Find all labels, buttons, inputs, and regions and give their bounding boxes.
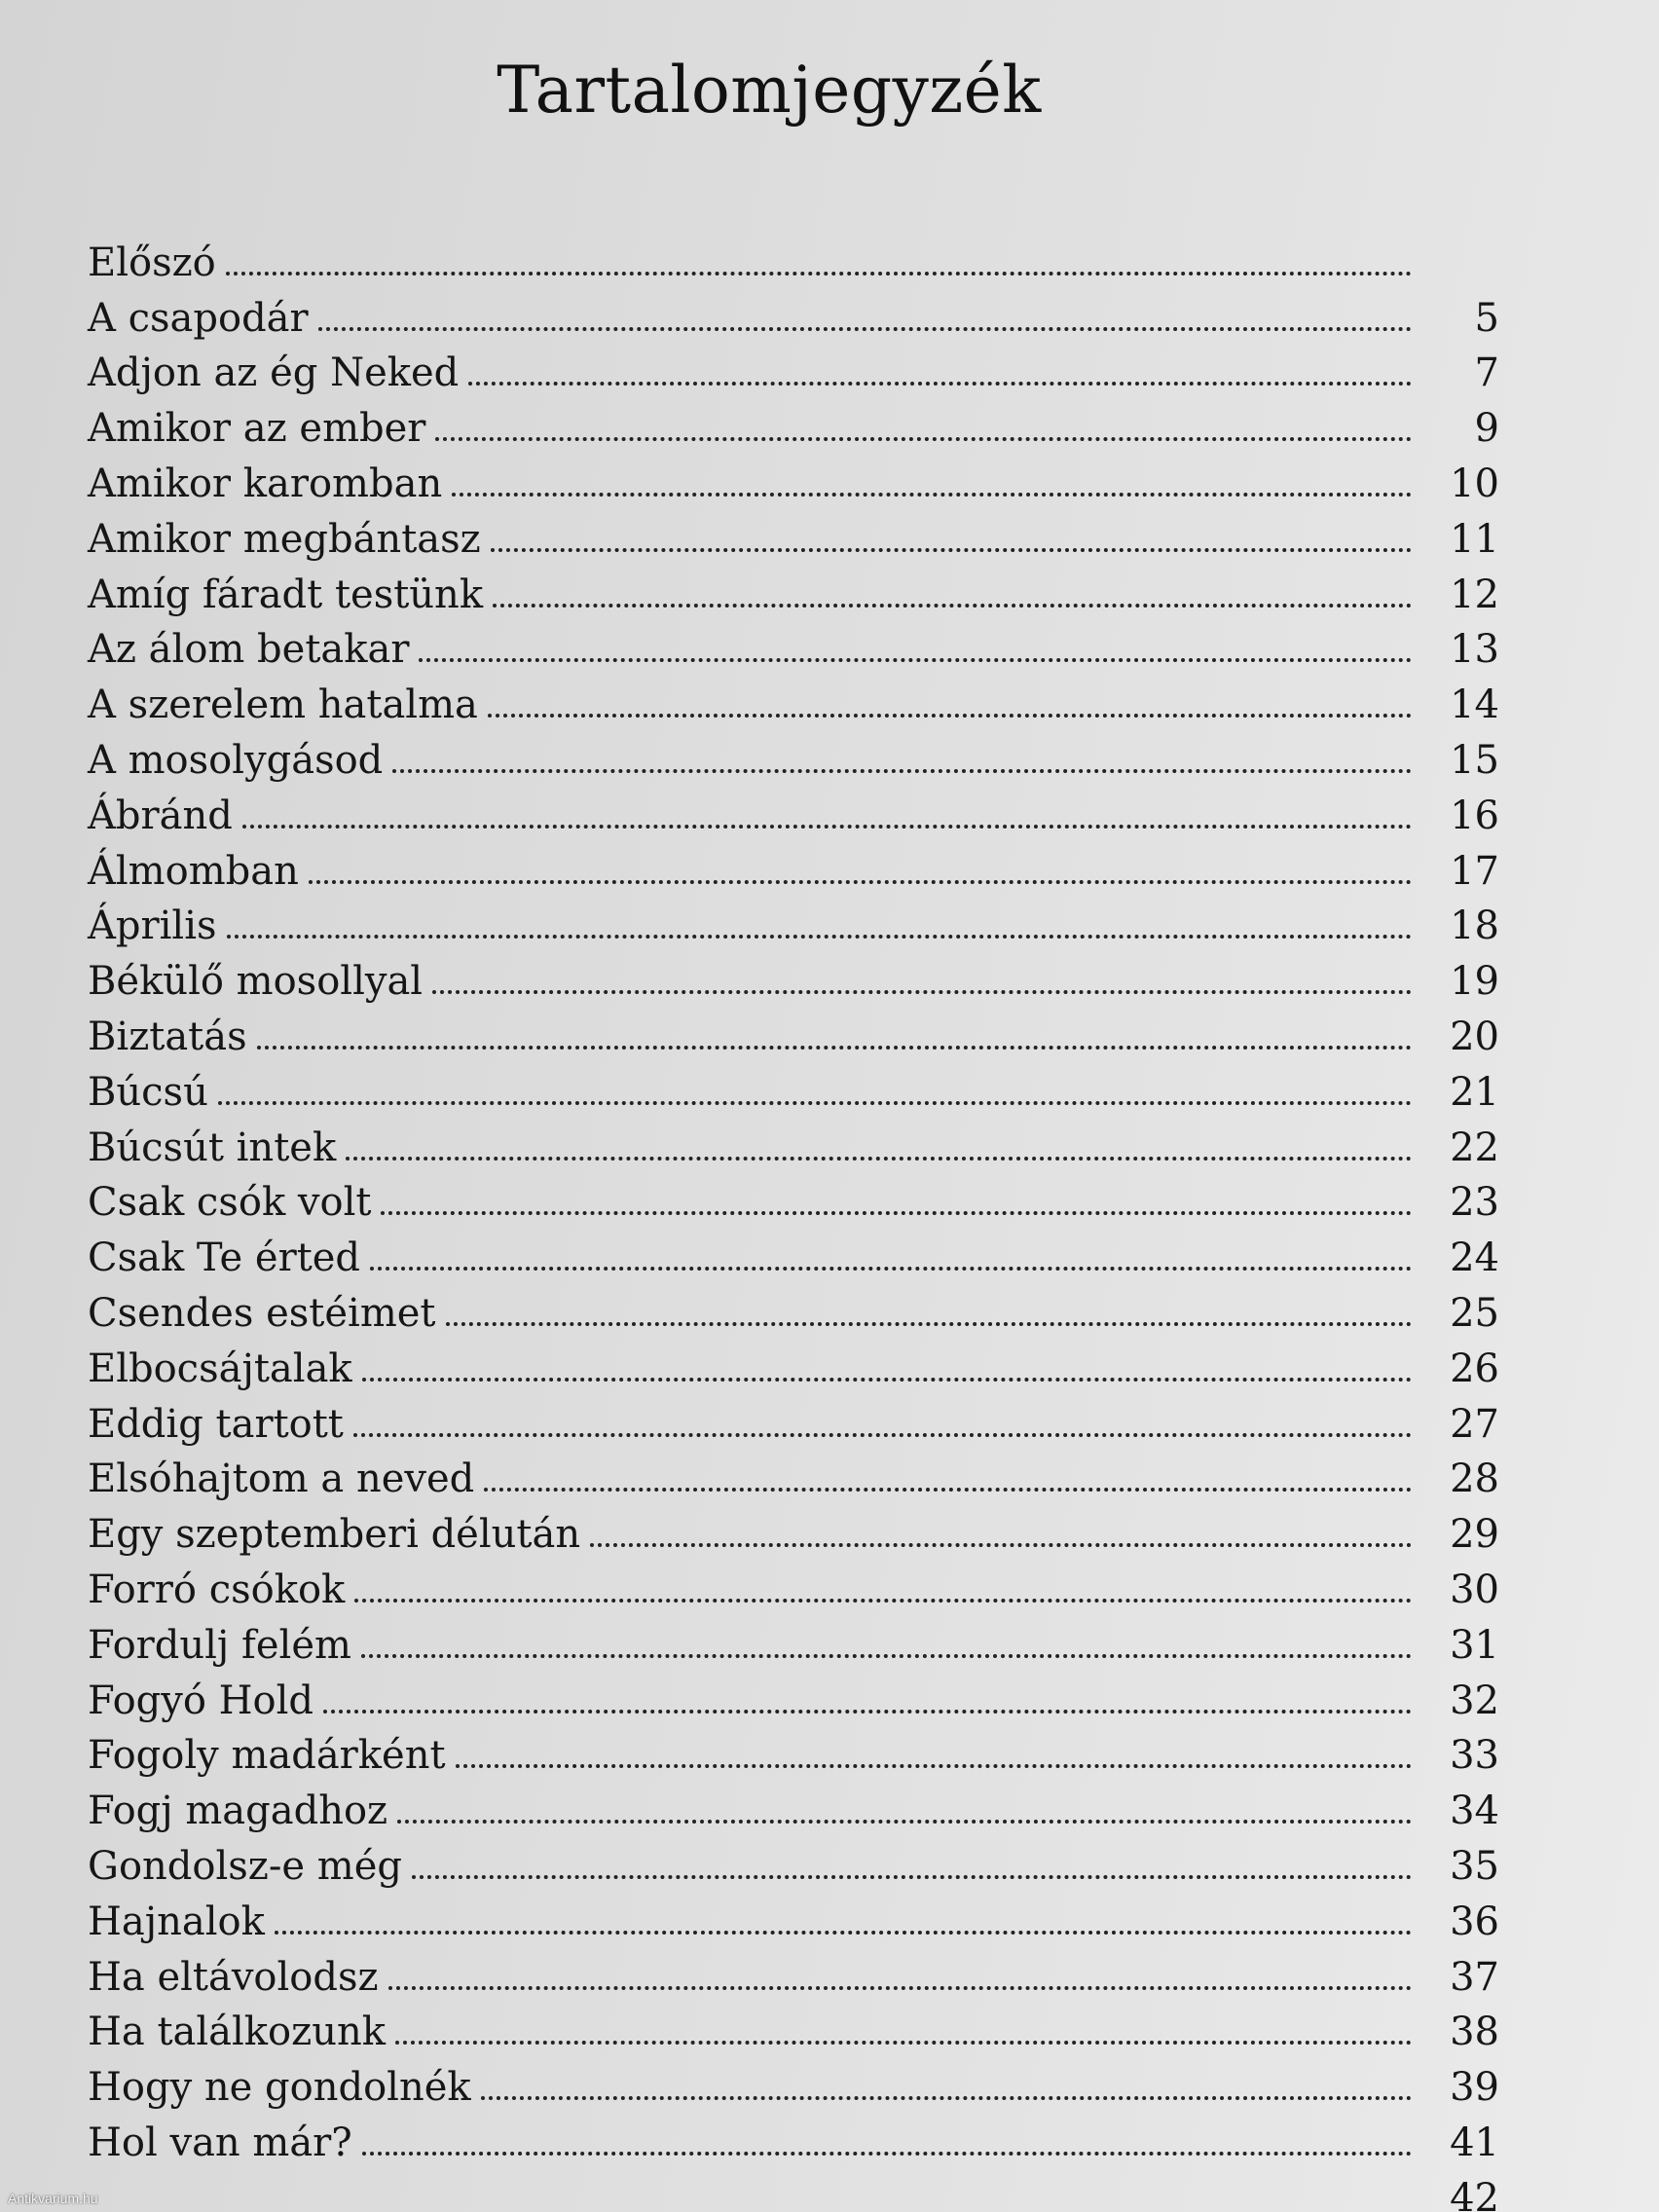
dot-leader [323, 1710, 1412, 1714]
dot-leader [361, 1654, 1412, 1658]
toc-entry-page: 28 [1450, 1456, 1499, 1502]
toc-entry [88, 1612, 1499, 1668]
toc-entry-title: Fogyó Hold [88, 1677, 314, 1723]
dot-leader [395, 2041, 1412, 2045]
toc-entry-page: 7 [1474, 350, 1499, 396]
toc-entry-page: 12 [1450, 571, 1499, 617]
toc-entry [88, 1668, 1499, 1723]
toc-entry [88, 1833, 1499, 1889]
watermark: Antikvarium.hu [8, 2191, 98, 2206]
toc-entry [88, 395, 1499, 451]
toc-entry [88, 230, 1499, 285]
toc-entry [88, 948, 1499, 1004]
toc-entry-title: Az álom betakar [88, 627, 410, 673]
toc-entry [88, 1778, 1499, 1833]
toc-entry [88, 2110, 1499, 2165]
toc-entry [88, 1115, 1499, 1170]
toc-entry [88, 1280, 1499, 1336]
toc-entry-title: Ábránd [88, 793, 233, 838]
toc-entry [88, 838, 1499, 894]
dot-leader [452, 493, 1412, 497]
toc-entry-title: Április [88, 903, 217, 949]
toc-entry-title: Ha eltávolodsz [88, 1954, 379, 2000]
toc-entry-title: Békülő mosollyal [88, 959, 424, 1005]
toc-entry [88, 1723, 1499, 1779]
toc-entry-title: Búcsút intek [88, 1124, 337, 1170]
dot-leader [309, 880, 1412, 884]
dot-leader [397, 1820, 1412, 1824]
toc-entry-page: 26 [1450, 1346, 1499, 1391]
dot-leader [257, 1046, 1412, 1050]
dot-leader [432, 990, 1412, 994]
toc-entry-page: 23 [1450, 1180, 1499, 1226]
toc-entry-page: 32 [1450, 1677, 1499, 1723]
toc-entry-page: 13 [1450, 627, 1499, 673]
toc-entry-title: Ha találkozunk [88, 2009, 386, 2055]
toc-entry-page: 14 [1450, 682, 1499, 728]
dot-leader [392, 769, 1412, 773]
toc-entry [88, 341, 1499, 396]
dot-leader [456, 1764, 1412, 1768]
toc-entry-page: 24 [1450, 1235, 1499, 1281]
toc-entry [88, 2165, 1499, 2212]
dot-leader [227, 935, 1412, 939]
toc-entry-page: 38 [1450, 2009, 1499, 2055]
dot-leader [362, 1378, 1412, 1382]
dot-leader [446, 1322, 1413, 1326]
toc-entry-page: 11 [1450, 516, 1499, 562]
toc-entry-title: Csak Te érted [88, 1235, 361, 1281]
toc-entry [88, 1447, 1499, 1502]
toc-entry [88, 617, 1499, 673]
dot-leader [481, 2096, 1412, 2100]
toc-entry [88, 727, 1499, 783]
toc-entry [88, 2000, 1499, 2055]
toc-entry-page: 5 [1474, 295, 1499, 341]
dot-leader [468, 382, 1412, 386]
toc-entry-title: Elbocsájtalak [88, 1346, 352, 1391]
dot-leader [488, 714, 1412, 718]
toc-entry [88, 285, 1499, 341]
dot-leader [412, 1875, 1412, 1879]
toc-entry [88, 1336, 1499, 1391]
toc-entry-page: 29 [1450, 1512, 1499, 1558]
toc-entry-title: Fogj magadhoz [88, 1788, 388, 1834]
toc-entry-title: Forró csókok [88, 1567, 346, 1612]
toc-entry [88, 1004, 1499, 1059]
toc-entry-title: Fordulj felém [88, 1622, 351, 1668]
toc-entry-page: 19 [1450, 959, 1499, 1005]
toc-entry [88, 1391, 1499, 1447]
toc-entry [88, 672, 1499, 727]
toc-entry [88, 1889, 1499, 1944]
toc-entry [88, 1944, 1499, 2000]
toc-entry-page: 33 [1450, 1733, 1499, 1779]
toc-entry-page: 17 [1450, 848, 1499, 894]
toc-entry-page: 41 [1450, 2120, 1499, 2165]
toc-entry-page: 20 [1450, 1014, 1499, 1059]
toc-entry-page: 16 [1450, 793, 1499, 838]
dot-leader [590, 1543, 1412, 1547]
dot-leader [493, 604, 1412, 608]
toc-entry-title: Búcsú [88, 1069, 208, 1115]
toc-entry [88, 562, 1499, 617]
toc-entry [88, 1557, 1499, 1612]
dot-leader [346, 1157, 1412, 1161]
dot-leader [218, 1101, 1412, 1105]
dot-leader [419, 658, 1412, 662]
toc-entry-page: 15 [1450, 737, 1499, 783]
toc-entry [88, 2054, 1499, 2110]
dot-leader [484, 1488, 1412, 1492]
toc-entry-page: 31 [1450, 1622, 1499, 1668]
toc-entry-title: Amikor megbántasz [88, 516, 481, 562]
toc-entry [88, 1170, 1499, 1226]
toc-entry-title: Biztatás [88, 1014, 247, 1059]
dot-leader [381, 1211, 1412, 1215]
toc-entry-title: Eddig tartott [88, 1401, 344, 1447]
toc-entry-title: Gondolsz-e még [88, 1843, 402, 1889]
toc-entry-title: Csak csók volt [88, 1180, 372, 1226]
toc-entry-page: 22 [1450, 1124, 1499, 1170]
toc-entry-title: A csapodár [88, 295, 309, 341]
toc-entry-page: 42 [1450, 2175, 1499, 2212]
toc-entry-title: Fogoly madárként [88, 1733, 446, 1779]
dot-leader [318, 327, 1412, 331]
toc-entry-page: 34 [1450, 1788, 1499, 1834]
dot-leader [362, 2152, 1412, 2156]
dot-leader [226, 272, 1412, 276]
toc-entry-page: 21 [1450, 1069, 1499, 1115]
toc-entry [88, 506, 1499, 562]
toc-entry-title: Csendes estéimet [88, 1290, 436, 1336]
toc-entry-page: 39 [1450, 2065, 1499, 2111]
toc-entry-page: 35 [1450, 1843, 1499, 1889]
dot-leader [370, 1267, 1412, 1271]
toc-entry-page: 36 [1450, 1899, 1499, 1944]
toc-entry [88, 1059, 1499, 1115]
toc-entry [88, 1501, 1499, 1557]
toc-entry [88, 1225, 1499, 1280]
toc-entry-title: Egy szeptemberi délután [88, 1512, 581, 1558]
toc-entry-title: Elsóhajtom a neved [88, 1456, 475, 1502]
toc-entry-title: Amikor karomban [88, 461, 443, 506]
toc-entry [88, 894, 1499, 949]
toc-entry-page: 25 [1450, 1290, 1499, 1336]
toc-entry-title: Adjon az ég Neked [88, 350, 460, 396]
toc-entry-title: Előszó [88, 240, 216, 285]
toc-entry-title: Hol van már? [88, 2120, 352, 2165]
toc-entry-title: Álmomban [88, 848, 299, 894]
toc-entry-title: A mosolygásod [88, 737, 384, 783]
toc-entry-title: Amíg fáradt testünk [88, 571, 484, 617]
page-title: Tartalomjegyzék [497, 53, 1042, 129]
toc-entry-title: Amikor az ember [88, 406, 426, 452]
table-of-contents [88, 230, 1499, 2212]
toc-entry-page: 10 [1450, 461, 1499, 506]
toc-entry-title: Hajnalok [88, 1899, 265, 1944]
toc-entry-page: 27 [1450, 1401, 1499, 1447]
dot-leader [435, 437, 1412, 441]
dot-leader [388, 1986, 1412, 1990]
toc-entry [88, 451, 1499, 506]
toc-entry-page: 37 [1450, 1954, 1499, 2000]
dot-leader [491, 548, 1412, 552]
toc-entry [88, 783, 1499, 838]
toc-entry-title: A szerelem hatalma [88, 682, 478, 728]
toc-entry-page: 18 [1450, 903, 1499, 949]
toc-entry-title: Hogy ne gondolnék [88, 2065, 471, 2111]
dot-leader [242, 825, 1412, 829]
dot-leader [353, 1433, 1412, 1437]
dot-leader [275, 1931, 1412, 1935]
dot-leader [354, 1599, 1412, 1603]
toc-entry-page: 30 [1450, 1567, 1499, 1612]
toc-entry-page: 9 [1474, 406, 1499, 452]
